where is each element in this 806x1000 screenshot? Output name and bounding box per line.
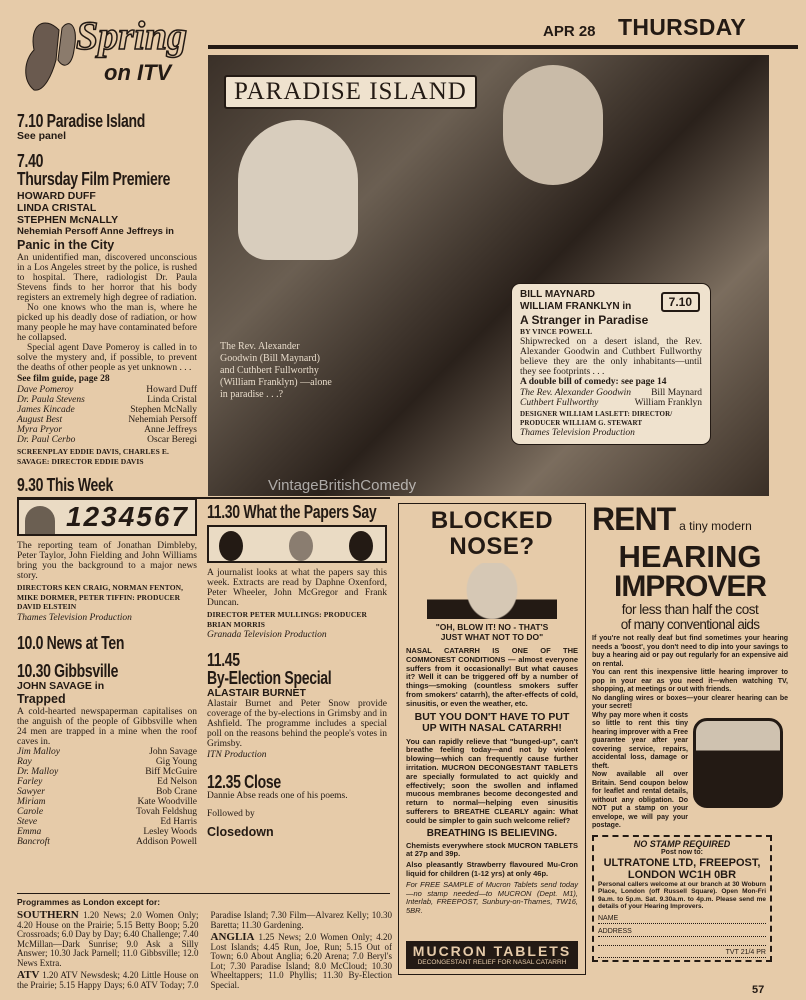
star: WILLIAM FRANKLYN in — [520, 301, 632, 312]
time-badge: 7.10 — [661, 292, 700, 312]
ad-coupon-text: For FREE SAMPLE of Mucron Tablets send today—no stamp needed—to MUCRON (Dept. M1), Interlab, FREEPOST, Sunbury-on-Thames, TW16, 5BR. — [406, 879, 578, 916]
photo-title: PARADISE ISLAND — [224, 75, 477, 109]
middle-column — [207, 503, 387, 840]
ad-paragraph: No dangling wires or boxes—your clearer hearing can be your secret! — [592, 694, 788, 710]
ad-headline: BLOCKED NOSE? — [430, 507, 554, 560]
credits: DESIGNER WILLIAM LASLETT: DIRECTOR/ PRODUCER WILLIAM G. STEWART — [520, 409, 673, 427]
cast-row: Farley Ed Nelson — [17, 776, 197, 787]
regional-variations — [17, 897, 392, 990]
ad-paragraph: Chemists everywhere stock MUCRON TABLETS at 27p and 39p. — [406, 840, 578, 859]
ad-paragraph: You can rapidly relieve that "bunged-up", can't breathe feeling today—and not by violent blowing—which can frequently cause further irritation. MUCRON DECONGESTANT TABLETS are specially formulated to act quickly and effectively; soon the swollen and inflamed mucous membranes become decongested and return to normal—helping even sinusitis sufferers to BREATHE CLEARLY again: What could be simpler to gain such welcome relief? — [406, 736, 578, 825]
description: The reporting team of Jonathan Dimbleby, Peter Taylor, John Fielding and John Williams bring you the background to a major news story. — [17, 541, 197, 581]
cast-row: Emma Lesley Woods — [17, 826, 197, 837]
cast-row: Cuthbert Fullworthy William Franklyn — [520, 397, 702, 408]
star: HOWARD DUFF — [17, 190, 96, 202]
hearing-improver-advert — [592, 503, 788, 962]
page-number: 57 — [752, 984, 765, 996]
tagline: DECONGESTANT RELIEF FOR NASAL CATARRH — [417, 959, 567, 966]
logo-sub: on ITV — [104, 60, 172, 85]
production: Thames Television Production — [520, 427, 635, 438]
coupon-code: TVT 21/4 PR — [598, 948, 766, 958]
region-name: ATV — [17, 969, 40, 981]
coupon-text: Personal callers welcome at our branch at 30 Woburn Place, London (off Russell Square). Open Mon-Fri 9a.m. to 5p.m. Sat. 9.30a.m. to 4p.m. Please send me details of your Hearing Improvers. — [598, 880, 766, 910]
presenter: ALASTAIR BURNET — [207, 687, 306, 699]
butterfly-icon — [14, 10, 84, 95]
star: STEPHEN McNALLY — [17, 214, 119, 226]
address-field[interactable]: ADDRESS — [598, 927, 766, 937]
film-guide-ref: See film guide, page 28 — [17, 374, 110, 384]
stranger-in-paradise-panel — [511, 283, 711, 445]
this-week-logo: 1234567 — [17, 498, 197, 536]
coupon-address: ULTRATONE LTD, FREEPOST, — [603, 856, 761, 869]
programme-title: 7.10 Paradise Island — [17, 111, 146, 131]
episode-title: Trapped — [17, 691, 66, 706]
mucron-advert — [398, 503, 586, 975]
photo-caption: The Rev. Alexander Goodwin (Bill Maynard) and Cuthbert Fullworthy (William Franklyn) —alone in paradise . . .? — [220, 341, 332, 400]
logo-main: Spring — [76, 13, 188, 58]
closedown: Closedown — [207, 825, 274, 839]
ad-rent-sub: a tiny modern — [679, 519, 752, 533]
coupon-head: NO STAMP REQUIRED — [633, 838, 731, 849]
region-schedule: 1.25 News; 2.0 Women Only; 4.20 Lost Islands; 4.45 Run, Joe, Run; 5.15 Out of Town; 6.0 About Anglia; 6.20 Arena; 7.0 Beryl's Lot; 7.30 Paradise Island; 8.0 McCloud; 10.30 Wheeltappers; 11.0 Phyllis; 11.30 By-Election Special. — [210, 932, 392, 990]
credits: DIRECTORS KEN CRAIG, NORMAN FENTON, MIKE DORMER, PETER TIFFIN: PRODUCER DAVID ELSTEIN — [17, 583, 184, 611]
programme-time: 7.40 — [17, 151, 44, 171]
cast-row: Dave Pomeroy Howard Duff — [17, 385, 197, 395]
cast-list — [17, 747, 197, 847]
description: A journalist looks at what the papers say this week. Extracts are read by Daphne Oxenford, Peter Wheeler, John McGregor and Frank Duncan. — [207, 568, 387, 608]
ad-paragraph: You can rent this inexpensive little hearing improver to pop in your ear as you need it—when watching TV, shopping, at meetings or out with friends. — [592, 669, 788, 693]
cast-list — [520, 388, 702, 408]
cast-row: Miriam Kate Woodville — [17, 796, 197, 807]
ad-paragraph: If you're not really deaf but find sometimes your hearing needs a 'boost', you don't need to dip into your savings to buy a hearing aid or pay out regularly for an expensive aid on rental. — [592, 635, 788, 668]
header-rule — [208, 45, 798, 49]
coupon-post: Post now to: — [661, 848, 703, 856]
region-name: ANGLIA — [210, 931, 255, 943]
coupon — [592, 835, 772, 962]
region-schedule: 1.20 News; 2.0 Women Only; 4.20 House on the Prairie; 5.15 Betty Boop; 5.20 Crossroads; 6.0 Day by Day; 6.40 Challenge; 7.40 McMillan—Dark Sunrise; 9.0 Ask a Silly Answer; 10.30 Jack Parnell; 11.0 Gibbsville; 12.0 News Extra. — [17, 910, 199, 968]
cast-row: Dr. Malloy Biff McGuire — [17, 766, 197, 777]
name-field[interactable]: NAME — [598, 914, 766, 924]
photo-figure-right — [503, 65, 603, 185]
description: An unidentified man, discovered unconscious in a Los Angeles street by the police, is rushed to hospital. There, radiologist Dr. Paula Stevens finds to her horror that his body registers an extremely high degree of radiation. — [17, 253, 197, 303]
what-the-papers-say-logo — [207, 525, 387, 563]
cast-row: Dr. Paula Stevens Linda Cristal — [17, 395, 197, 405]
ad-paragraph: Why pay more when it costs so little to rent this tiny hearing improver with a Free guarantee year after year covering service, repairs, accidental loss, damage or theft. — [592, 711, 688, 770]
day: THURSDAY — [618, 14, 747, 40]
cast-row: Sawyer Bob Crane — [17, 786, 197, 797]
star: BILL MAYNARD — [520, 289, 596, 300]
brand: MUCRON TABLETS — [412, 943, 572, 959]
mucron-brand-bar — [406, 941, 578, 969]
ad-quote: "OH, BLOW IT! NO - THAT'S JUST WHAT NOT TO DO" — [435, 622, 549, 642]
ad-paragraph: Also pleasantly Strawberry flavoured Mu-Cron liquid for children (1-12 yrs) at only 46p. — [406, 860, 578, 878]
cast-row: Carole Tovah Feldshug — [17, 806, 197, 817]
cast-row: Ray Gig Young — [17, 756, 197, 767]
ad-paragraph: NASAL CATARRH IS ONE OF THE COMMONEST CONDITIONS — almost everyone suffers from it occasionally! But what causes it? Well it can be triggered off by a number of things—smoking (countless smokers suffer from smokers' catarrh), the after-effects of cold, sinusitis, or even the weather, etc. — [406, 646, 578, 708]
cast-row: Dr. Paul Cerbo Oscar Beregi — [17, 435, 197, 445]
date: APR 28 — [543, 23, 596, 40]
description: Alastair Burnet and Peter Snow provide coverage of the by-elections in Grimsby and in Ashfield. The programme includes a special poll on the reasons behind the people's votes in Grimsby. — [207, 699, 387, 749]
cast-row: Steve Ed Harris — [17, 816, 197, 827]
double-bill-ref: A double bill of comedy: see page 14 — [520, 376, 667, 387]
man-portrait — [427, 563, 557, 619]
film-title: Panic in the City — [17, 238, 115, 252]
ad-rent: RENT — [592, 501, 676, 537]
divider — [17, 497, 390, 499]
production: Thames Television Production — [17, 612, 132, 623]
left-column — [17, 112, 197, 847]
cast-row: The Rev. Alexander Goodwin Bill Maynard — [520, 387, 702, 398]
credits: DIRECTOR PETER MULLINGS: PRODUCER BRIAN MORRIS — [207, 610, 368, 629]
coupon-address: LONDON WC1H 0BR — [627, 868, 737, 881]
regions-intro: Programmes as London except for: — [17, 897, 161, 907]
hearing-aid-case-icon — [693, 718, 783, 808]
watermark: VintageBritishComedy — [268, 477, 417, 494]
cast-row: James Kincade Stephen McNally — [17, 405, 197, 415]
cast-row: Jim Malloy John Savage — [17, 746, 197, 757]
production: ITN Production — [207, 750, 267, 760]
star: LINDA CRISTAL — [17, 202, 97, 214]
description: No one knows who the man is, where he picked up his deadly dose of radiation, or how many people he may have contaminated before he collapsed. — [17, 303, 197, 343]
followed-by: Followed by — [207, 809, 255, 819]
region-schedule: 1.20 ATV Newsdesk; 4.20 Little House on the Prairie; 5.15 Happy Days; 6.0 ATV Today; 7.0 Paradise Island; 7.30 Film—Alvarez Kelly; 10.30 Baretta; 11.30 Gardening. — [17, 910, 392, 990]
ad-paragraph: Now available all over Britain. Send coupon below for leaflet and rental details, without any obligation. Do NOT put a stamp on your envelope, we will pay your postage. — [592, 771, 688, 829]
cast-row: Bancroft Addison Powell — [17, 836, 197, 847]
programme-title: 12.35 Close — [207, 772, 281, 792]
programme-title: 10.0 News at Ten — [17, 632, 125, 653]
programme-title: By-Election Special — [207, 668, 332, 688]
programme-title: 11.30 What the Papers Say — [207, 502, 377, 522]
spring-itv-logo — [14, 10, 204, 100]
cast-list — [17, 385, 197, 445]
ad-subhead: for less than half the cost — [621, 602, 759, 617]
mucron-brand-wrap — [406, 939, 578, 969]
paradise-island-photo — [208, 55, 769, 496]
writer: BY VINCE POWELL — [520, 327, 593, 336]
ad-headline: IMPROVER — [613, 570, 767, 603]
divider — [17, 893, 390, 894]
description: Dannie Abse reads one of his poems. — [207, 791, 348, 801]
credits: SCREENPLAY EDDIE DAVIS, CHARLES E. SAVAGE: DIRECTOR EDDIE DAVIS — [17, 447, 169, 466]
star: JOHN SAVAGE in — [17, 679, 105, 692]
cast-row: Myra Pryor Anne Jeffreys — [17, 425, 197, 435]
description: A cold-hearted newspaperman capitalises on the anguish of the people of Gibbsville when 24 men are trapped in a mine when the roof caves in. — [17, 706, 197, 747]
programme-title: Thursday Film Premiere — [17, 169, 171, 189]
programme-time: 11.45 — [207, 650, 240, 670]
description: Special agent Dave Pomeroy is called in to solve the mystery and, if possible, to prevent the deaths of other people as yet unknown . . . — [17, 343, 197, 373]
programme-title: 9.30 This Week — [17, 475, 114, 495]
region-name: SOUTHERN — [17, 909, 79, 921]
cast-row: August Best Nehemiah Persoff — [17, 415, 197, 425]
photo-figure-left — [238, 120, 358, 260]
ad-headline: HEARING — [618, 539, 762, 574]
programme-title: 10.30 Gibbsville — [17, 660, 119, 681]
ad-subhead: BREATHING IS BELIEVING. — [426, 827, 558, 839]
address-line[interactable] — [598, 937, 766, 946]
production: Granada Television Production — [207, 630, 327, 640]
ad-subhead: of many conventional aids — [620, 617, 760, 632]
episode-title: A Stranger in Paradise — [520, 313, 649, 327]
see-panel: See panel — [17, 130, 67, 142]
description: Shipwrecked on a desert island, the Rev. Alexander Goodwin and Cuthbert Fullworthy believe they are the only inhabitants—until they see footprints . . . — [520, 336, 702, 377]
star: Nehemiah Persoff Anne Jeffreys in — [17, 226, 174, 237]
ad-subhead: BUT YOU DON'T HAVE TO PUT UP WITH NASAL CATARRH! — [414, 710, 570, 735]
